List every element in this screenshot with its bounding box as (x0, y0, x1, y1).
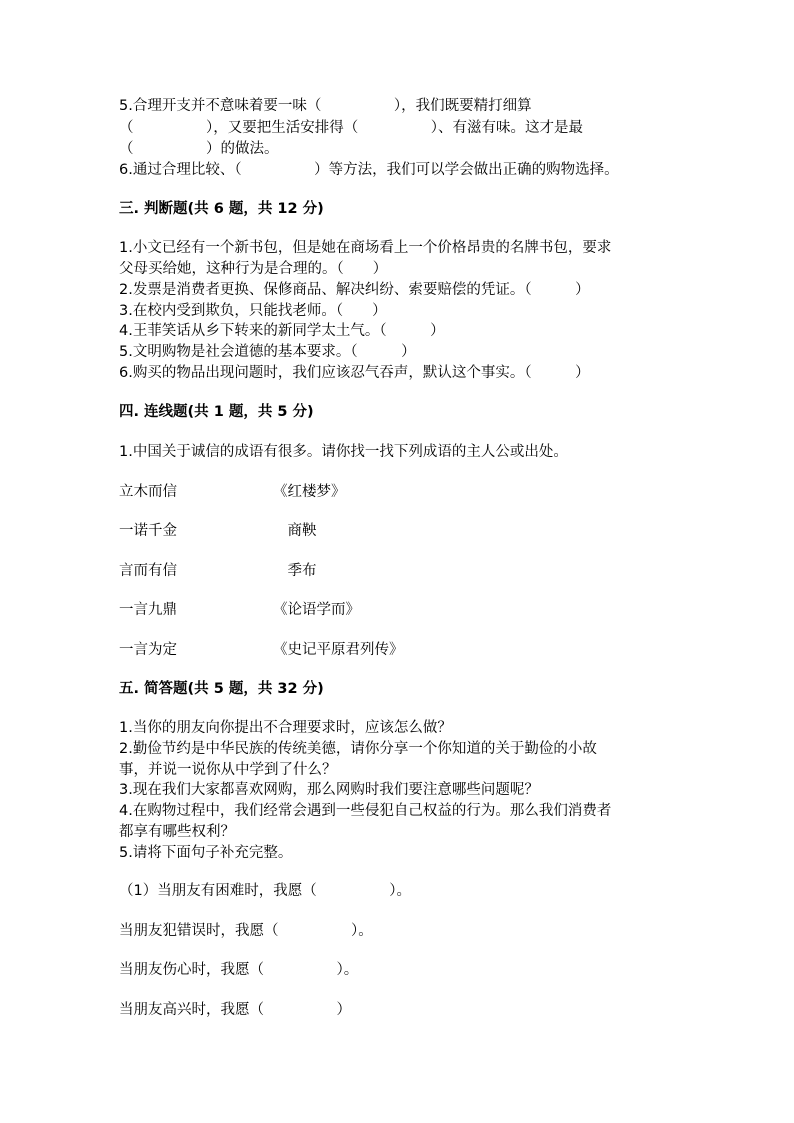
fill-question-5-line-3: （ ）的做法。 (119, 141, 279, 157)
fill-question-5-line-2: （ ），又要把生活安排得（ ）、有滋有味。这才是最 (119, 120, 583, 136)
completion-line-1: （1）当朋友有困难时，我愿（ ）。 (119, 883, 411, 899)
short-question-4-line-1: 4.在购物过程中，我们经常会遇到一些侵犯自己权益的行为。那么我们消费者 (119, 803, 612, 819)
match-right-item: 《红楼梦》 (273, 484, 346, 500)
fill-question-5-line-1: 5.合理开支并不意味着要一味（ ），我们既要精打细算 (119, 98, 532, 114)
match-right-item: 商鞅 (273, 523, 317, 539)
judge-question-1-line-1: 1.小文已经有一个新书包，但是她在商场看上一个价格昂贵的名牌书包，要求 (119, 240, 612, 256)
fill-question-6: 6.通过合理比较、（ ）等方法，我们可以学会做出正确的购物选择。 (119, 162, 619, 178)
match-left-item: 立木而信 (119, 484, 177, 500)
judge-question-1-line-2: 父母买给她，这种行为是合理的。（ ） (119, 261, 388, 277)
completion-line-2: 当朋友犯错误时，我愿（ ）。 (119, 923, 373, 939)
match-right-item: 季布 (273, 563, 317, 579)
match-left-item: 一言九鼎 (119, 602, 177, 618)
match-right-item: 《论语学而》 (273, 602, 360, 618)
judge-question-4: 4.王菲笑话从乡下转来的新同学太土气。（ ） (119, 323, 445, 339)
short-question-5: 5.请将下面句子补充完整。 (119, 845, 293, 861)
short-question-2-line-1: 2.勤俭节约是中华民族的传统美德，请你分享一个你知道的关于勤俭的小故 (119, 741, 597, 757)
judge-question-6: 6.购买的物品出现问题时，我们应该忍气吞声，默认这个事实。（ ） (119, 365, 590, 381)
short-question-1: 1.当你的朋友向你提出不合理要求时，应该怎么做？ (119, 720, 452, 736)
match-right-item: 《史记平原君列传》 (273, 642, 404, 658)
short-question-4-line-2: 都享有哪些权利？ (119, 824, 235, 840)
completion-line-3: 当朋友伤心时，我愿（ ）。 (119, 962, 359, 978)
judge-section-heading: 三. 判断题(共 6 题，共 12 分) (119, 201, 324, 217)
match-left-item: 言而有信 (119, 563, 177, 579)
short-answer-section-heading: 五. 简答题(共 5 题，共 32 分) (119, 681, 324, 697)
judge-question-5: 5.文明购物是社会道德的基本要求。（ ） (119, 344, 416, 360)
match-left-item: 一言为定 (119, 642, 177, 658)
short-question-3: 3.现在我们大家都喜欢网购，那么网购时我们要注意哪些问题呢？ (119, 782, 539, 798)
judge-question-2: 2.发票是消费者更换、保修商品、解决纠纷、索要赔偿的凭证。（ ） (119, 282, 590, 298)
match-section-heading: 四. 连线题(共 1 题，共 5 分) (119, 404, 314, 420)
judge-question-3: 3.在校内受到欺负，只能找老师。（ ） (119, 303, 387, 319)
match-question: 1.中国关于诚信的成语有很多。请你找一找下列成语的主人公或出处。 (119, 444, 568, 460)
match-left-item: 一诺千金 (119, 523, 177, 539)
short-question-2-line-2: 事，并说一说你从中学到了什么？ (119, 762, 337, 778)
completion-line-4: 当朋友高兴时，我愿（ ） (119, 1002, 351, 1018)
